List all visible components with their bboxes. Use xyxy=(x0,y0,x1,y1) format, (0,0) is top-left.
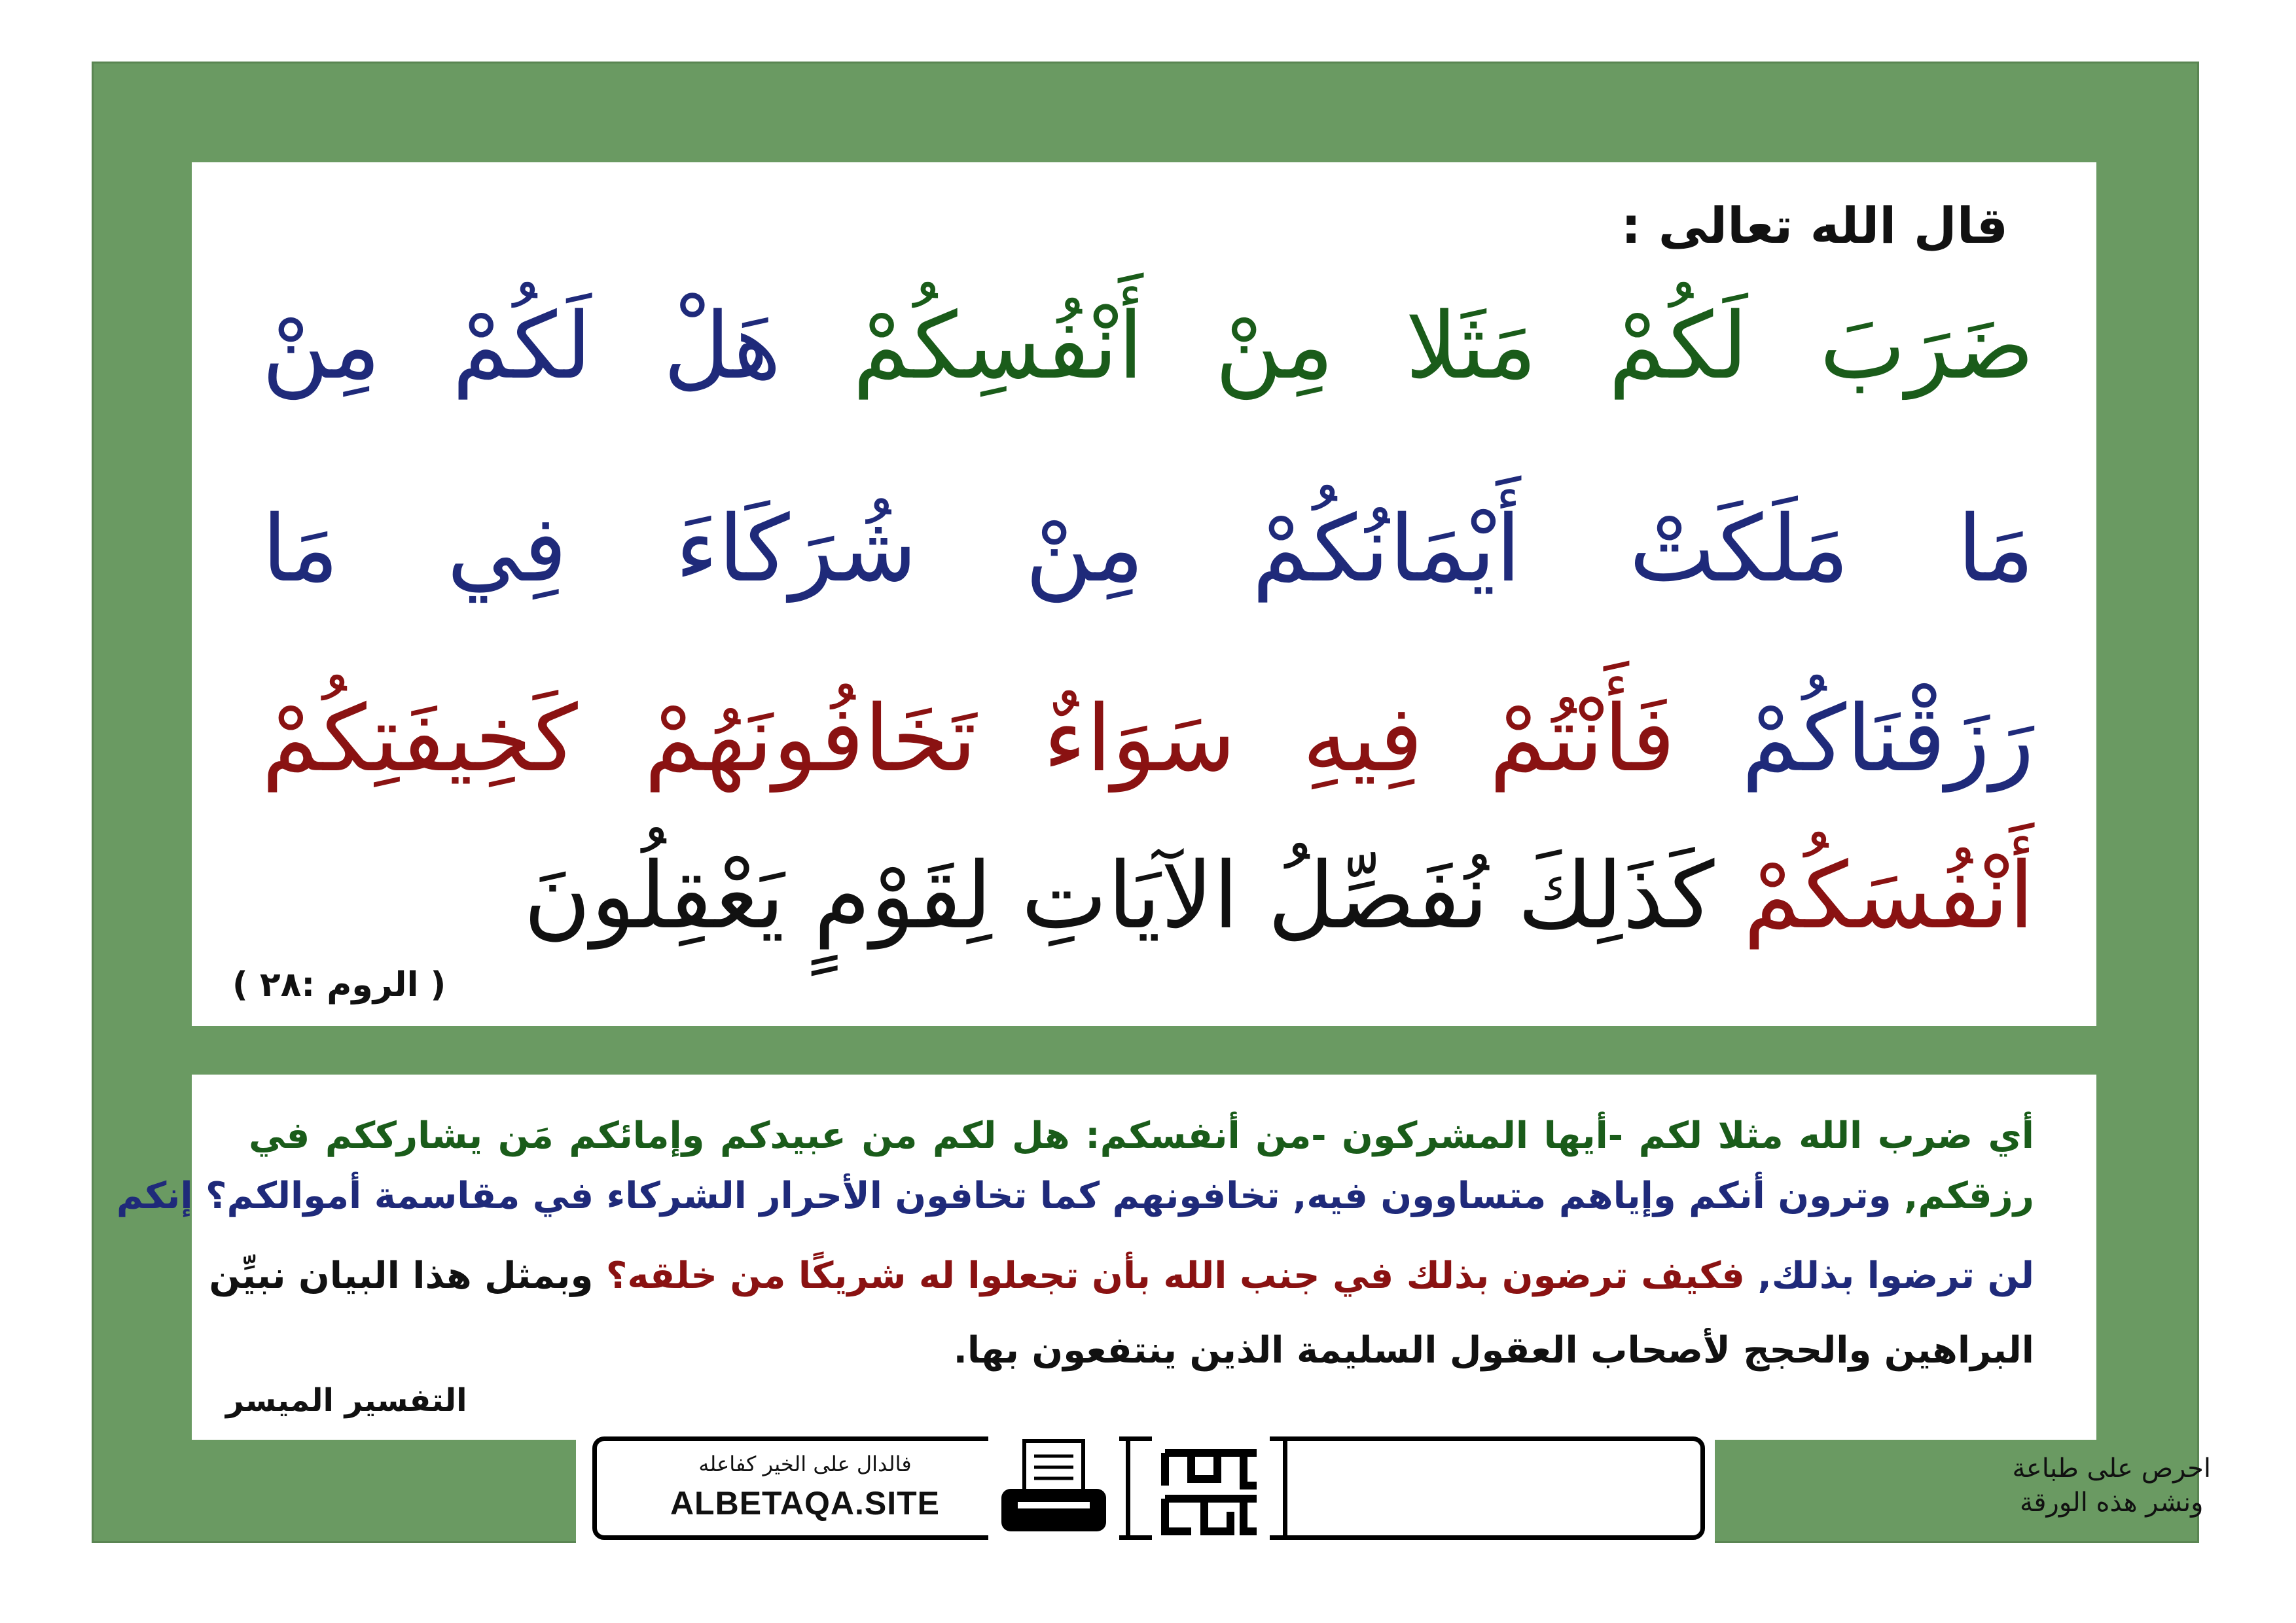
tafsir-source: التفسير الميسر xyxy=(226,1382,467,1419)
heading: قال الله تعالى : xyxy=(1621,196,2008,255)
svg-text:دعوة الورقة: دعوة الورقة xyxy=(1209,1543,1213,1544)
footer-slogan: فالدال على الخير كفاعله xyxy=(698,1452,912,1476)
tafsir-segment: البراهين والحجج لأصحاب العقول السليمة الذين ينتفعون بها. xyxy=(953,1329,2034,1372)
tafsir-segment: فكيف ترضون بذلك في جنب الله بأن تجعلوا له شريكًا من خلقه؟ xyxy=(593,1255,1745,1297)
surah-reference: ( الروم :٢٨ ) xyxy=(232,965,446,1005)
tafsir-line-2 xyxy=(116,1175,2034,1217)
verse-segment: كَذَلِكَ نُفَصِّلُ الآيَاتِ لِقَوْمٍ يَعْقِلُونَ xyxy=(523,843,1744,950)
footer-divider xyxy=(1283,1436,1287,1540)
tafsir-line-3 xyxy=(209,1255,2034,1297)
footer-print-line: ونشر هذه الورقة xyxy=(2019,1488,2204,1518)
tafsir-line-4 xyxy=(953,1329,2034,1372)
verse-segment: مَا مَلَكَتْ أَيْمَانُكُمْ مِنْ شُرَكَاءَ فِي مَا xyxy=(262,496,2034,603)
tafsir-segment: لن ترضوا بذلك, xyxy=(1744,1255,2034,1297)
tafsir-line-1 xyxy=(249,1115,2034,1157)
footer-print-line: احرص على طباعة xyxy=(2012,1454,2211,1484)
verse-line-3 xyxy=(262,686,2034,793)
printer-icon xyxy=(988,1433,1119,1541)
footer-divider xyxy=(1126,1436,1130,1540)
verse-line-2 xyxy=(262,496,2034,603)
tafsir-segment: وبمثل هذا البيان نبيِّن xyxy=(209,1255,594,1297)
verse-segment: رَزَقْنَاكُمْ xyxy=(1742,686,2034,793)
tafsir-segment: وترون أنكم وإياهم متساوون فيه, تخافونهم كما تخافون الأحرار الشركاء في مقاسمة أموالكم؟ إنكم xyxy=(116,1175,1892,1217)
logo-icon xyxy=(1152,1433,1270,1544)
verse-line-4 xyxy=(523,843,2034,950)
verse-segment: أَنْفُسَكُمْ xyxy=(1743,843,2034,950)
verse-segment: فَأَنْتُمْ فِيهِ سَوَاءٌ تَخَافُونَهُمْ كَخِيفَتِكُمْ xyxy=(262,686,1742,793)
footer-print-note xyxy=(2012,1452,2211,1520)
verse-segment: هَلْ لَكُمْ مِنْ xyxy=(262,293,853,400)
verse-segment: ضَرَبَ لَكُمْ مَثَلا مِنْ أَنْفُسِكُمْ xyxy=(852,293,2034,400)
verse-line-1 xyxy=(262,293,2034,400)
tafsir-segment: أي ضرب الله مثلا لكم -أيها المشركون -من أنفسكم: هل لكم من عبيدكم وإمائكم مَن يشارككم في xyxy=(249,1115,2034,1157)
logo xyxy=(1152,1433,1270,1544)
tafsir-segment: رزقكم, xyxy=(1891,1175,2034,1217)
footer-site-link[interactable]: ALBETAQA.SITE xyxy=(670,1485,941,1522)
